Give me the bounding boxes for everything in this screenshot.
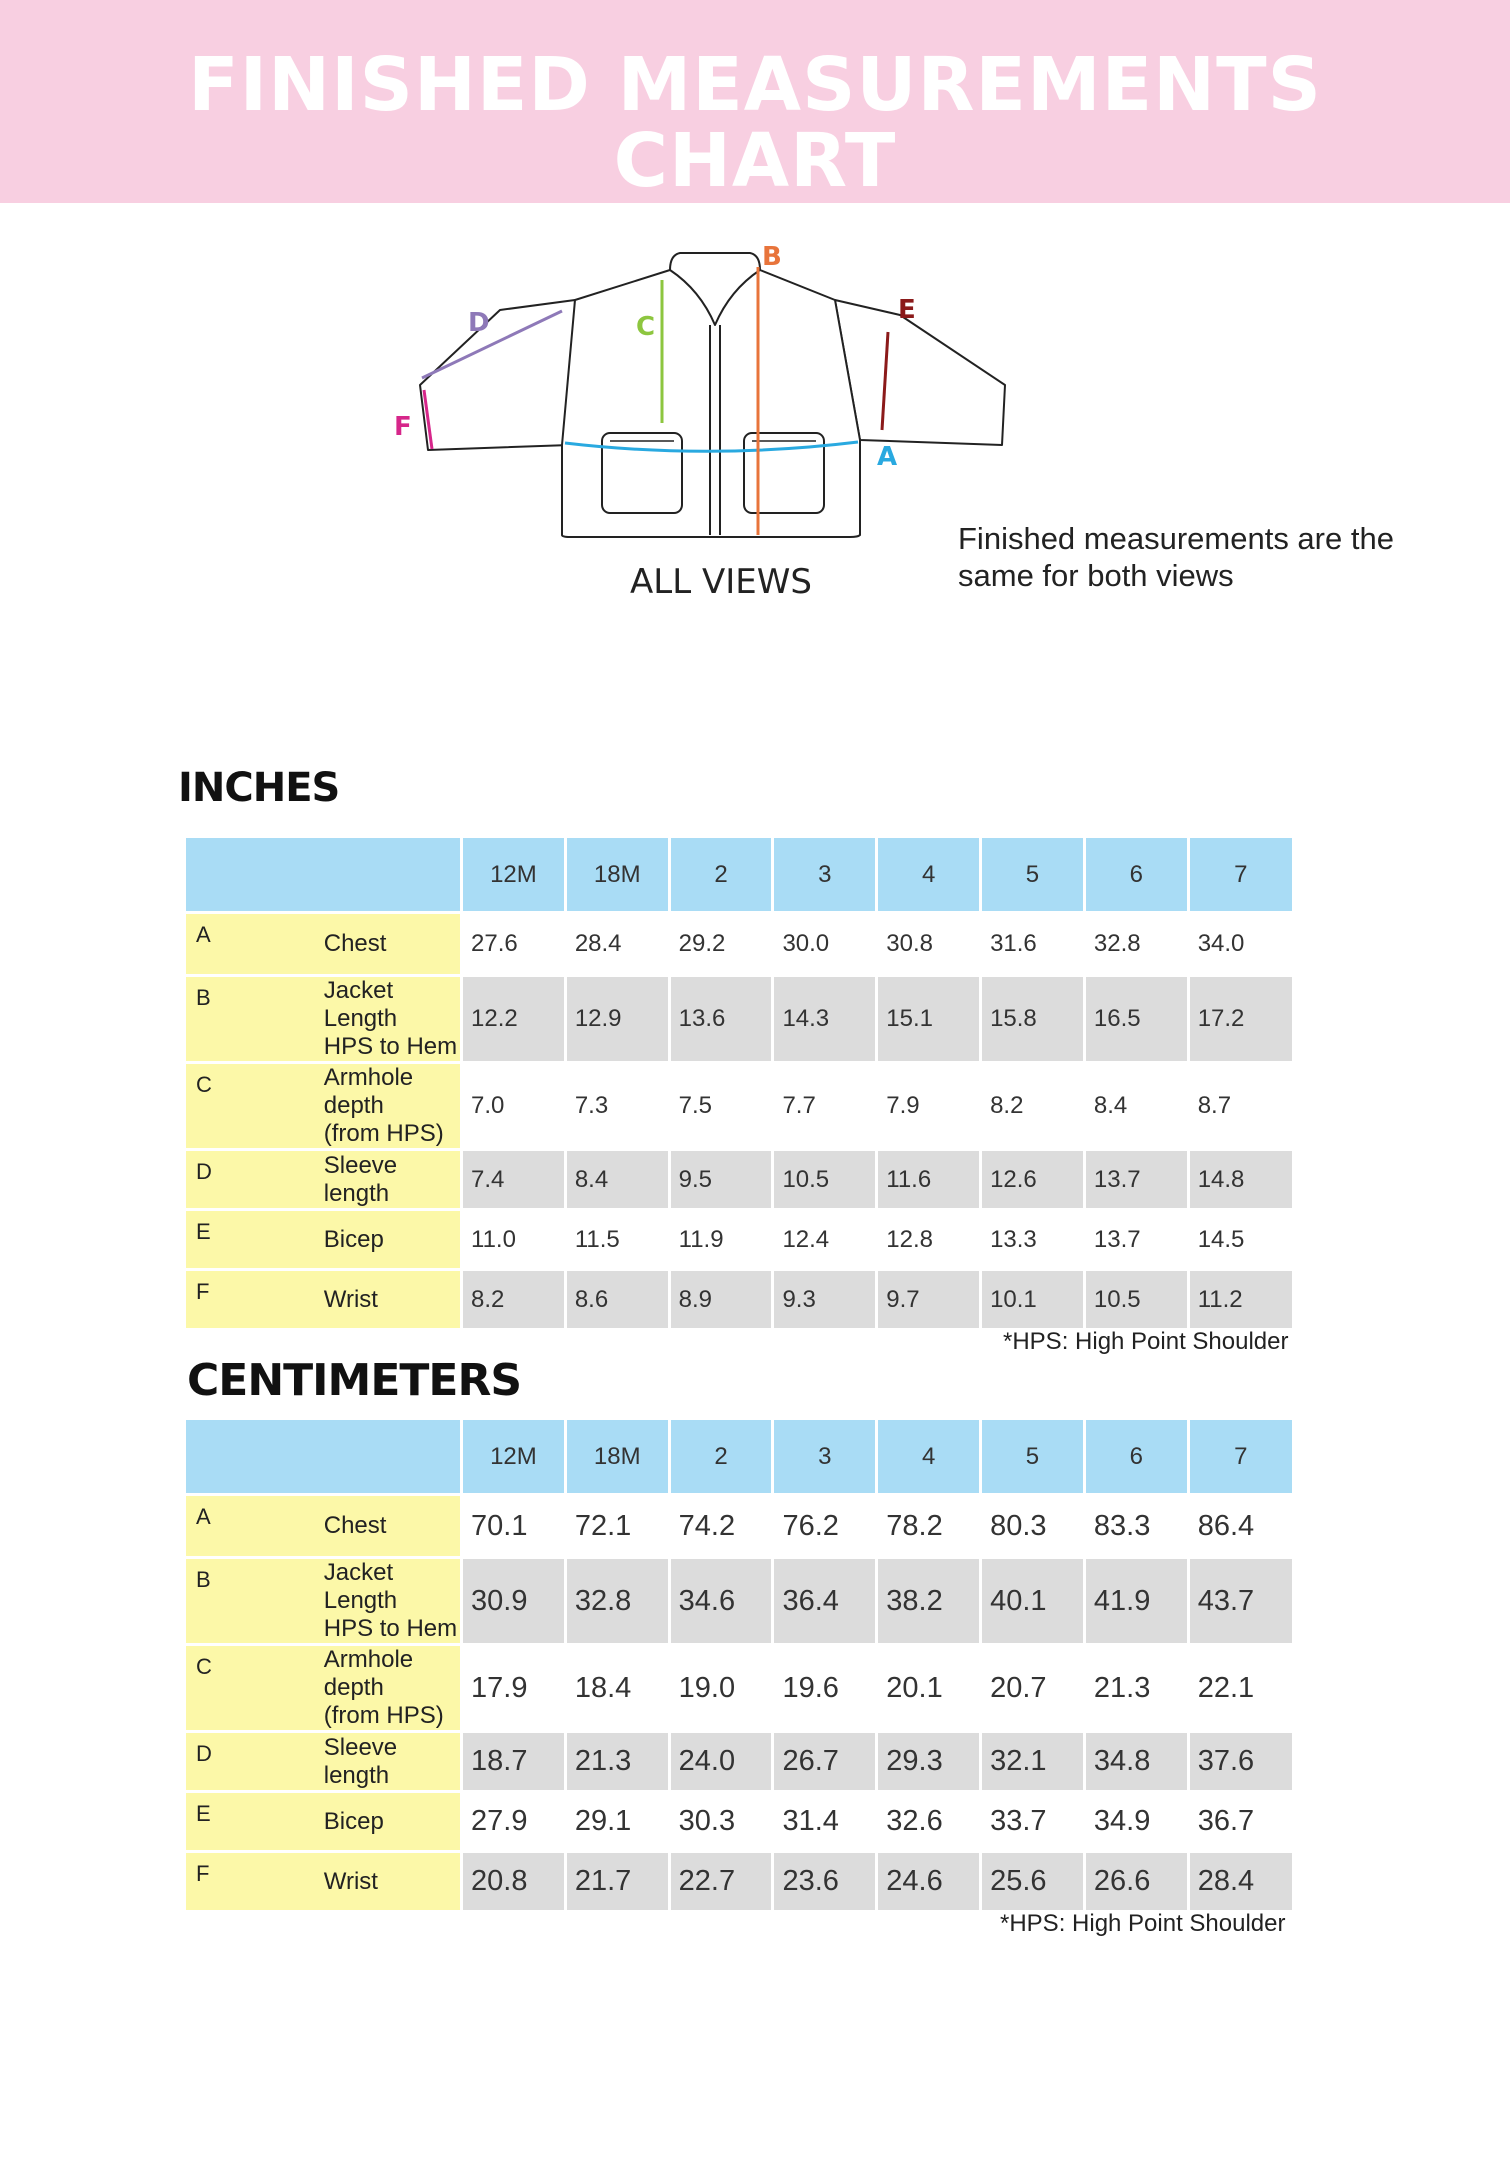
measurement-cell: 10.5 bbox=[1084, 1270, 1188, 1330]
measurement-cell: 14.5 bbox=[1188, 1210, 1292, 1270]
measurement-cell: 7.3 bbox=[565, 1063, 669, 1150]
measurement-cell: 80.3 bbox=[981, 1495, 1085, 1558]
measurement-cell: 12.9 bbox=[565, 976, 669, 1063]
measurement-cell: 41.9 bbox=[1084, 1558, 1188, 1645]
measurement-cell: 29.2 bbox=[669, 913, 773, 976]
measurement-cell: 8.2 bbox=[462, 1270, 566, 1330]
measurement-cell: 18.4 bbox=[565, 1645, 669, 1732]
size-header: 5 bbox=[981, 1420, 1085, 1495]
marker-e: E bbox=[898, 295, 916, 325]
row-letter: D bbox=[186, 1150, 324, 1210]
measurement-cell: 14.3 bbox=[773, 976, 877, 1063]
measurement-cell: 28.4 bbox=[565, 913, 669, 976]
size-header: 4 bbox=[877, 838, 981, 913]
measurement-cell: 8.4 bbox=[565, 1150, 669, 1210]
measurement-cell: 7.5 bbox=[669, 1063, 773, 1150]
measurement-cell: 7.0 bbox=[462, 1063, 566, 1150]
measurement-cell: 83.3 bbox=[1084, 1495, 1188, 1558]
size-header: 3 bbox=[773, 1420, 877, 1495]
jacket-diagram bbox=[380, 245, 1020, 565]
row-letter: A bbox=[186, 1495, 324, 1558]
centimeters-table bbox=[186, 1420, 1292, 1913]
inches-heading: INCHES bbox=[178, 765, 340, 811]
measurement-cell: 32.8 bbox=[565, 1558, 669, 1645]
measurement-cell: 9.5 bbox=[669, 1150, 773, 1210]
measurement-cell: 24.6 bbox=[877, 1852, 981, 1912]
marker-d: D bbox=[468, 308, 490, 338]
measurement-cell: 16.5 bbox=[1084, 976, 1188, 1063]
measurement-cell: 26.7 bbox=[773, 1732, 877, 1792]
size-header: 12M bbox=[462, 1420, 566, 1495]
measurement-cell: 25.6 bbox=[981, 1852, 1085, 1912]
left-pocket bbox=[602, 433, 682, 513]
measurement-cell: 21.3 bbox=[1084, 1645, 1188, 1732]
measurement-cell: 29.3 bbox=[877, 1732, 981, 1792]
measurement-cell: 31.6 bbox=[981, 913, 1085, 976]
measurement-cell: 76.2 bbox=[773, 1495, 877, 1558]
measurement-cell: 9.7 bbox=[877, 1270, 981, 1330]
measurement-cell: 34.8 bbox=[1084, 1732, 1188, 1792]
inches-footnote: *HPS: High Point Shoulder bbox=[1003, 1328, 1289, 1355]
measurement-cell: 12.8 bbox=[877, 1210, 981, 1270]
measurement-cell: 30.3 bbox=[669, 1792, 773, 1852]
measurement-cell: 40.1 bbox=[981, 1558, 1085, 1645]
measurement-cell: 23.6 bbox=[773, 1852, 877, 1912]
size-header: 6 bbox=[1084, 1420, 1188, 1495]
measurement-cell: 22.7 bbox=[669, 1852, 773, 1912]
size-header: 18M bbox=[565, 1420, 669, 1495]
measurement-cell: 14.8 bbox=[1188, 1150, 1292, 1210]
measurement-cell: 36.7 bbox=[1188, 1792, 1292, 1852]
row-label: Chest bbox=[324, 913, 462, 976]
row-label: Chest bbox=[324, 1495, 462, 1558]
measurement-cell: 32.1 bbox=[981, 1732, 1085, 1792]
measurement-cell: 26.6 bbox=[1084, 1852, 1188, 1912]
table-row bbox=[186, 1210, 1292, 1270]
table-row bbox=[186, 1063, 1292, 1150]
measurement-cell: 72.1 bbox=[565, 1495, 669, 1558]
row-label: Sleeve length bbox=[324, 1732, 462, 1792]
row-label: Armhole depth (from HPS) bbox=[324, 1063, 462, 1150]
measurement-cell: 19.6 bbox=[773, 1645, 877, 1732]
table-row bbox=[186, 1495, 1292, 1558]
size-header: 18M bbox=[565, 838, 669, 913]
row-letter: D bbox=[186, 1732, 324, 1792]
measurement-cell: 34.0 bbox=[1188, 913, 1292, 976]
row-letter: A bbox=[186, 913, 324, 976]
measurement-cell: 34.9 bbox=[1084, 1792, 1188, 1852]
measurement-cell: 10.5 bbox=[773, 1150, 877, 1210]
size-header-row bbox=[186, 1420, 1292, 1495]
measurement-cell: 20.1 bbox=[877, 1645, 981, 1732]
measurement-cell: 11.9 bbox=[669, 1210, 773, 1270]
title-banner bbox=[0, 0, 1510, 203]
table-row bbox=[186, 1792, 1292, 1852]
size-header-row bbox=[186, 838, 1292, 913]
measurement-cell: 20.7 bbox=[981, 1645, 1085, 1732]
measurement-cell: 74.2 bbox=[669, 1495, 773, 1558]
row-letter: B bbox=[186, 976, 324, 1063]
measurement-cell: 30.8 bbox=[877, 913, 981, 976]
measurement-cell: 15.1 bbox=[877, 976, 981, 1063]
row-label: Wrist bbox=[324, 1852, 462, 1912]
measurement-cell: 19.0 bbox=[669, 1645, 773, 1732]
measurement-cell: 17.2 bbox=[1188, 976, 1292, 1063]
measurement-cell: 7.4 bbox=[462, 1150, 566, 1210]
measurement-cell: 38.2 bbox=[877, 1558, 981, 1645]
measurement-cell: 11.0 bbox=[462, 1210, 566, 1270]
measurement-cell: 8.6 bbox=[565, 1270, 669, 1330]
table-row bbox=[186, 1558, 1292, 1645]
chart-title-line-2: CHART bbox=[613, 118, 897, 204]
row-label: Armhole depth (from HPS) bbox=[324, 1645, 462, 1732]
measurement-cell: 7.7 bbox=[773, 1063, 877, 1150]
size-header: 7 bbox=[1188, 838, 1292, 913]
measurement-cell: 86.4 bbox=[1188, 1495, 1292, 1558]
measurement-cell: 8.2 bbox=[981, 1063, 1085, 1150]
header-blank-cell bbox=[186, 1420, 462, 1495]
measurement-cell: 17.9 bbox=[462, 1645, 566, 1732]
size-header: 2 bbox=[669, 838, 773, 913]
chart-title-line-1: FINISHED MEASUREMENTS bbox=[188, 42, 1322, 128]
row-letter: C bbox=[186, 1063, 324, 1150]
measurement-cell: 10.1 bbox=[981, 1270, 1085, 1330]
row-letter: E bbox=[186, 1210, 324, 1270]
measurement-cell: 11.5 bbox=[565, 1210, 669, 1270]
size-header: 2 bbox=[669, 1420, 773, 1495]
table-row bbox=[186, 976, 1292, 1063]
measurement-cell: 18.7 bbox=[462, 1732, 566, 1792]
measurement-cell: 30.0 bbox=[773, 913, 877, 976]
measurement-cell: 13.6 bbox=[669, 976, 773, 1063]
measurement-cell: 37.6 bbox=[1188, 1732, 1292, 1792]
table-row bbox=[186, 1732, 1292, 1792]
row-letter: F bbox=[186, 1270, 324, 1330]
marker-b: B bbox=[762, 245, 782, 272]
measurement-cell: 29.1 bbox=[565, 1792, 669, 1852]
measurement-cell: 32.6 bbox=[877, 1792, 981, 1852]
measurement-cell: 27.9 bbox=[462, 1792, 566, 1852]
marker-a: A bbox=[877, 442, 898, 472]
left-sleeve bbox=[420, 300, 575, 450]
marker-c: C bbox=[636, 312, 656, 342]
measurement-cell: 20.8 bbox=[462, 1852, 566, 1912]
measurement-cell: 7.9 bbox=[877, 1063, 981, 1150]
measurement-cell: 36.4 bbox=[773, 1558, 877, 1645]
right-sleeve bbox=[835, 300, 1005, 445]
size-header: 7 bbox=[1188, 1420, 1292, 1495]
measurement-cell: 21.7 bbox=[565, 1852, 669, 1912]
views-note: Finished measurements are the same for both views bbox=[958, 521, 1394, 593]
row-label: Wrist bbox=[324, 1270, 462, 1330]
inches-table bbox=[186, 838, 1292, 1331]
row-letter: C bbox=[186, 1645, 324, 1732]
header-blank-cell bbox=[186, 838, 462, 913]
size-header: 6 bbox=[1084, 838, 1188, 913]
measurement-cell: 12.2 bbox=[462, 976, 566, 1063]
measurement-cell: 30.9 bbox=[462, 1558, 566, 1645]
measurement-cell: 43.7 bbox=[1188, 1558, 1292, 1645]
centimeters-heading: CENTIMETERS bbox=[187, 1355, 522, 1406]
measurement-cell: 28.4 bbox=[1188, 1852, 1292, 1912]
measurement-cell: 34.6 bbox=[669, 1558, 773, 1645]
measurement-cell: 8.4 bbox=[1084, 1063, 1188, 1150]
measurement-cell: 24.0 bbox=[669, 1732, 773, 1792]
table-row bbox=[186, 1852, 1292, 1912]
measurement-cell: 27.6 bbox=[462, 913, 566, 976]
measurement-cell: 32.8 bbox=[1084, 913, 1188, 976]
measurement-cell: 70.1 bbox=[462, 1495, 566, 1558]
measurement-cell: 9.3 bbox=[773, 1270, 877, 1330]
table-row bbox=[186, 1150, 1292, 1210]
size-header: 4 bbox=[877, 1420, 981, 1495]
row-label: Bicep bbox=[324, 1210, 462, 1270]
row-letter: F bbox=[186, 1852, 324, 1912]
measurement-cell: 13.7 bbox=[1084, 1210, 1188, 1270]
marker-f: F bbox=[394, 412, 412, 442]
measurement-cell: 33.7 bbox=[981, 1792, 1085, 1852]
table-row bbox=[186, 913, 1292, 976]
size-header: 5 bbox=[981, 838, 1085, 913]
measurement-cell: 12.4 bbox=[773, 1210, 877, 1270]
measurement-cell: 15.8 bbox=[981, 976, 1085, 1063]
measurement-cell: 22.1 bbox=[1188, 1645, 1292, 1732]
size-header: 12M bbox=[462, 838, 566, 913]
size-header: 3 bbox=[773, 838, 877, 913]
measurement-cell: 78.2 bbox=[877, 1495, 981, 1558]
row-letter: B bbox=[186, 1558, 324, 1645]
measurement-cell: 8.7 bbox=[1188, 1063, 1292, 1150]
table-row bbox=[186, 1270, 1292, 1330]
row-letter: E bbox=[186, 1792, 324, 1852]
table-row bbox=[186, 1645, 1292, 1732]
measurement-cell: 12.6 bbox=[981, 1150, 1085, 1210]
right-pocket bbox=[744, 433, 824, 513]
measurement-cell: 13.7 bbox=[1084, 1150, 1188, 1210]
row-label: Jacket Length HPS to Hem bbox=[324, 1558, 462, 1645]
row-label: Jacket Length HPS to Hem bbox=[324, 976, 462, 1063]
row-label: Bicep bbox=[324, 1792, 462, 1852]
measurement-cell: 31.4 bbox=[773, 1792, 877, 1852]
measurement-cell: 11.2 bbox=[1188, 1270, 1292, 1330]
row-label: Sleeve length bbox=[324, 1150, 462, 1210]
measurement-cell: 13.3 bbox=[981, 1210, 1085, 1270]
measurement-cell: 11.6 bbox=[877, 1150, 981, 1210]
measurement-cell: 21.3 bbox=[565, 1732, 669, 1792]
measurement-cell: 8.9 bbox=[669, 1270, 773, 1330]
diagram-caption: ALL VIEWS bbox=[630, 562, 812, 602]
centimeters-footnote: *HPS: High Point Shoulder bbox=[1000, 1910, 1286, 1937]
